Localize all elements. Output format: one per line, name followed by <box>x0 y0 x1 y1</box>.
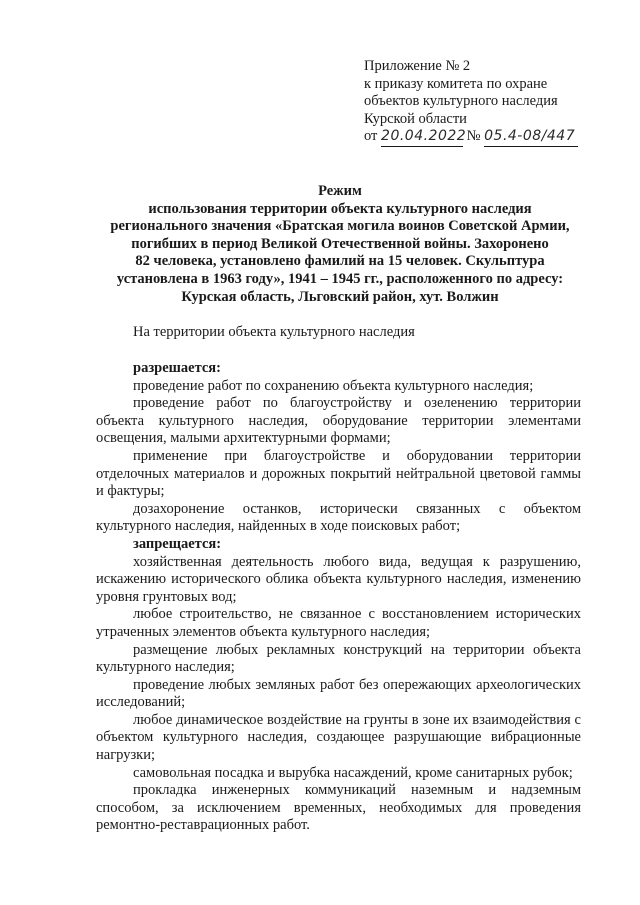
forbidden-item: размещение любых рекламных конструкций на территории объекта культурного наследия; <box>96 641 581 676</box>
appendix-block <box>364 58 604 147</box>
forbidden-item: проведение любых земляных работ без опережающих археологических исследований; <box>96 676 581 711</box>
handwritten-order-number: 05.4-08/447 <box>484 128 578 147</box>
forbidden-header: запрещается: <box>133 535 222 552</box>
appendix-order-ref: к приказу комитета по охране <box>364 75 548 92</box>
from-label: от <box>364 128 378 144</box>
forbidden-item: хозяйственная деятельность любого вида, ведущая к разрушению, искажению исторического облика объекта культурного наследия, изменению уровня грунтовых вод; <box>96 553 581 605</box>
appendix-committee: объектов культурного наследия <box>364 93 558 109</box>
title-line: использования территории объекта культурного наследия <box>148 200 532 217</box>
regulation-body <box>96 360 581 835</box>
allowed-item: проведение работ по сохранению объекта культурного наследия; <box>133 377 534 394</box>
title-line: погибших в период Великой Отечественной войны. Захоронено <box>131 235 549 252</box>
allowed-header: разрешается: <box>133 360 221 376</box>
title-line: Курская область, Льговский район, хут. Волжин <box>181 288 499 305</box>
forbidden-item: самовольная посадка и вырубка насаждений, кроме санитарных рубок; <box>133 764 573 781</box>
allowed-item: применение при благоустройстве и оборудовании территории отделочных материалов и дорожных покрытий нейтральной цветовой гаммы и фактуры; <box>96 447 581 500</box>
forbidden-item: любое динамическое воздействие на грунты в зоне их взаимодействия с объектом культурного наследия, создающее разрушающие вибрационные нагрузки; <box>96 711 581 764</box>
document-title <box>70 183 610 306</box>
title-line: установлена в 1963 году», 1941 – 1945 гг., расположенного по адресу: <box>116 270 564 287</box>
handwritten-date: 20.04.2022 <box>381 128 463 147</box>
title-line: регионального значения «Братская могила воинов Советской Армии, <box>110 218 570 235</box>
title-line: 82 человека, установлено фамилий на 15 человек. Скульптура <box>135 253 545 270</box>
number-label: № <box>466 128 481 144</box>
forbidden-item: прокладка инженерных коммуникаций наземным и надземным способом, за исключением временных, необходимых для проведения ремонтно-реставрационных работ. <box>96 782 581 834</box>
title-line: Режим <box>318 183 362 199</box>
forbidden-item: любое строительство, не связанное с восстановлением исторических утраченных элементов объекта культурного наследия; <box>96 606 581 640</box>
allowed-item: проведение работ по благоустройству и озеленению территории объекта культурного наследия, оборудование территории элементами освещения, малыми архитектурными формами; <box>96 395 581 447</box>
appendix-number: Приложение № 2 <box>364 58 471 74</box>
order-date-number-line <box>364 128 604 147</box>
intro-sentence: На территории объекта культурного наследия <box>133 324 415 340</box>
allowed-item: дозахоронение останков, исторически связанных с объектом культурного наследия, найденных в ходе поисковых работ; <box>96 500 581 535</box>
appendix-region: Курской области <box>364 110 467 127</box>
